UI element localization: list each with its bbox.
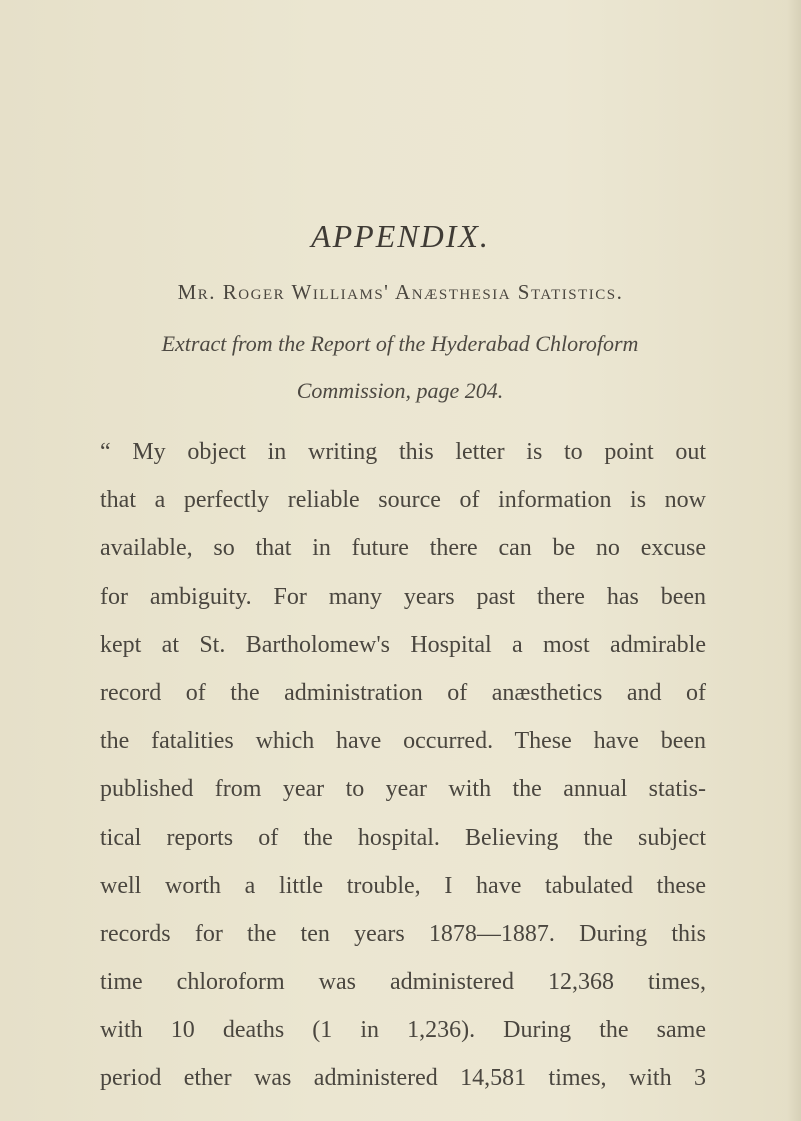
text-line: published from year to year with the annual statis-	[100, 776, 706, 803]
text-line: well worth a little trouble, I have tabulated these	[100, 872, 706, 899]
text-line: tical reports of the hospital. Believing the subject	[100, 824, 706, 851]
text-line: kept at St. Bartholomew's Hospital a most admirable	[100, 631, 706, 658]
text-line: that a perfectly reliable source of information is now	[100, 487, 706, 514]
extract-citation	[100, 320, 700, 414]
page-edge-shadow	[787, 0, 801, 1121]
extract-line-2: Commission, page 204.	[296, 378, 504, 403]
text-line: records for the ten years 1878—1887. During this	[100, 920, 706, 947]
text-line: “ My object in writing this letter is to point out	[100, 439, 706, 465]
text-line: for ambiguity. For many years past there has been	[100, 583, 706, 610]
section-title: Mr. Roger Williams' Anæsthesia Statistics.	[177, 280, 624, 304]
extract-line-1: Extract from the Report of the Hyderabad Chloroform	[161, 331, 639, 356]
text-line: with 10 deaths (1 in 1,236). During the same	[100, 1017, 706, 1044]
appendix-heading: APPENDIX.	[311, 218, 490, 254]
text-line: time chloroform was administered 12,368 times,	[100, 969, 706, 996]
text-line: period ether was administered 14,581 times, with 3	[100, 1065, 706, 1092]
body-paragraph	[100, 428, 706, 1103]
text-line: the fatalities which have occurred. These have been	[100, 728, 706, 755]
text-line: available, so that in future there can be no excuse	[100, 535, 706, 562]
text-line: record of the administration of anæsthetics and of	[100, 679, 706, 706]
